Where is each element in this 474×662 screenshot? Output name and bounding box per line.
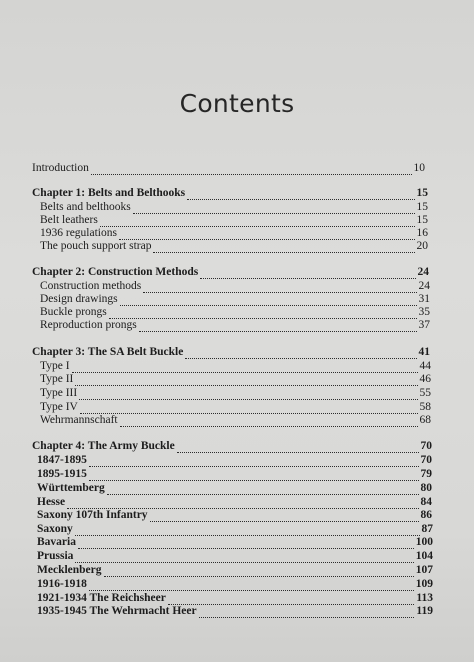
toc-entry-label: Saxony 107th Infantry: [37, 509, 148, 521]
toc-page-number: 15: [416, 201, 428, 213]
dot-leader: [75, 523, 420, 536]
dot-leader: [168, 592, 415, 605]
dot-leader: [79, 387, 417, 400]
dot-leader: [89, 468, 419, 481]
toc-page-number: 46: [419, 373, 431, 385]
toc-entry-label: Saxony: [37, 523, 73, 535]
toc-entry-label: 1936 regulations: [40, 227, 117, 239]
dot-leader: [100, 214, 415, 227]
dot-leader: [89, 578, 414, 591]
dot-leader: [78, 536, 414, 549]
toc-entry-label: Reproduction prongs: [40, 319, 137, 331]
toc-page-number: 68: [419, 414, 431, 426]
toc-page-number: 84: [420, 496, 432, 508]
dot-leader: [80, 401, 418, 414]
toc-page-number: 35: [418, 306, 430, 318]
toc-page-number: 119: [416, 605, 433, 617]
toc-entry-label: 1847-1895: [37, 454, 87, 466]
toc-page-number: 24: [418, 280, 430, 292]
dot-leader: [200, 266, 415, 279]
toc-page-number: 104: [415, 550, 433, 562]
toc-page-number: 31: [418, 293, 430, 305]
toc-entry-label: 1935-1945 The Wehrmacht Heer: [37, 605, 197, 617]
toc-page-number: 70: [420, 440, 432, 452]
dot-leader: [143, 280, 416, 293]
dot-leader: [133, 201, 415, 214]
toc-page-number: 70: [420, 454, 432, 466]
toc-entry-label: 1916-1918: [37, 578, 87, 590]
toc-entry-label: Belts and belthooks: [40, 201, 131, 213]
toc-page-number: 41: [418, 346, 430, 358]
dot-leader: [119, 227, 415, 240]
toc-entry: [40, 414, 431, 430]
toc-entry-label: Bavaria: [37, 536, 76, 548]
toc-page-number: 107: [415, 564, 433, 576]
toc-page-number: 58: [419, 401, 431, 413]
toc-entry-label: Introduction: [32, 162, 89, 174]
toc-entry-label: Type III: [40, 387, 78, 399]
toc-page-number: 100: [415, 536, 433, 548]
toc-page-number: 113: [416, 592, 433, 604]
toc-entry-label: Chapter 3: The SA Belt Buckle: [32, 346, 184, 358]
toc-entry-label: Mecklenberg: [37, 564, 102, 576]
dot-leader: [91, 162, 412, 175]
dot-leader: [150, 509, 419, 522]
toc-page-number: 16: [416, 227, 428, 239]
toc-page-number: 24: [417, 266, 429, 278]
toc-page-number: 86: [420, 509, 432, 521]
toc-entry-label: Hesse: [37, 496, 66, 508]
dot-leader: [72, 360, 418, 373]
toc-entry-label: Type IV: [40, 401, 78, 413]
dot-leader: [187, 187, 414, 200]
dot-leader: [177, 440, 419, 453]
toc-page-number: 15: [416, 214, 428, 226]
toc-page-number: 80: [420, 482, 432, 494]
dot-leader: [199, 605, 415, 618]
toc-entry: [32, 162, 425, 178]
toc-entry-label: Buckle prongs: [40, 306, 107, 318]
toc-entry-label: Belt leathers: [40, 214, 98, 226]
dot-leader: [75, 550, 413, 563]
toc-entry-label: Prussia: [37, 550, 74, 562]
dot-leader: [104, 564, 414, 577]
dot-leader: [89, 454, 419, 467]
toc-entry: [37, 605, 433, 621]
toc-entry-label: 1895-1915: [37, 468, 87, 480]
toc-entry-label: Type II: [40, 373, 74, 385]
toc-entry-label: Württemberg: [37, 482, 105, 494]
toc-entry-label: Chapter 2: Construction Methods: [32, 266, 199, 278]
toc-page-number: 44: [419, 360, 431, 372]
toc-entry-label: Design drawings: [40, 293, 118, 305]
toc-entry-label: The pouch support strap: [40, 240, 152, 252]
toc-page-number: 37: [418, 319, 430, 331]
toc-page-number: 79: [420, 468, 432, 480]
toc-entry-label: Chapter 4: The Army Buckle: [32, 440, 175, 452]
page-title: Contents: [179, 88, 295, 118]
toc-entry-label: Chapter 1: Belts and Belthooks: [32, 187, 186, 199]
toc-entry-label: Wehrmannschaft: [40, 414, 118, 426]
dot-leader: [67, 496, 418, 509]
toc-page-number: 15: [416, 187, 428, 199]
dot-leader: [185, 346, 416, 359]
toc-entry-label: Type I: [40, 360, 70, 372]
dot-leader: [120, 414, 418, 427]
toc-page-number: 87: [421, 523, 433, 535]
dot-leader: [120, 293, 417, 306]
dot-leader: [75, 373, 417, 386]
toc-page-number: 20: [416, 240, 428, 252]
dot-leader: [107, 482, 419, 495]
toc-entry-label: 1921-1934 The Reichsheer: [37, 592, 166, 604]
toc-page-number: 10: [413, 162, 425, 174]
dot-leader: [139, 319, 417, 332]
toc-entry: [40, 319, 430, 335]
dot-leader: [109, 306, 417, 319]
dot-leader: [153, 240, 414, 253]
toc-entry-label: Construction methods: [40, 280, 142, 292]
toc-entry: [40, 240, 428, 256]
toc-page-number: 55: [419, 387, 431, 399]
toc-page-number: 109: [415, 578, 433, 590]
